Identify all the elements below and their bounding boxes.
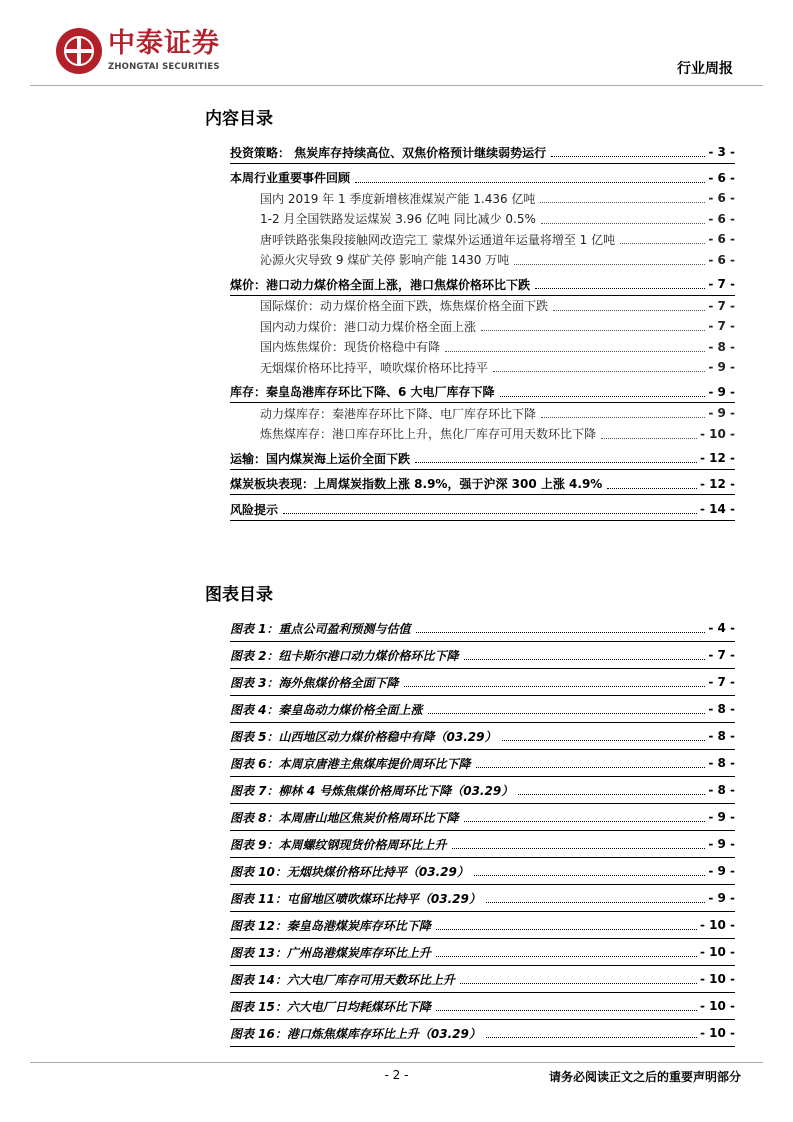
dot-leader [518, 793, 705, 795]
logo-chinese-name: 中泰证券 [108, 28, 220, 59]
toc-section-entry-page: - 6 - [708, 170, 735, 185]
report-type-label: 行业周报 [677, 61, 733, 77]
dot-leader [620, 242, 705, 244]
dot-leader [436, 955, 697, 957]
dot-leader [486, 901, 705, 903]
toc-subsection-entry-text: 国际煤价：动力煤价格全面下跌，炼焦煤价格全面下跌 [260, 299, 549, 314]
toc-subsection-entry-page: - 7 - [708, 319, 735, 334]
figure-entry-page: - 10 - [699, 1026, 735, 1040]
company-logo [56, 28, 234, 78]
dot-leader [535, 287, 705, 289]
toc-section-entry[interactable] [230, 274, 735, 296]
toc-section-entry-text: 投资策略： 焦炭库存持续高位、双焦价格预计继续弱势运行 [230, 145, 547, 160]
dot-leader [493, 370, 705, 372]
toc-section-entry-text: 煤炭板块表现：上周煤炭指数上涨 8.9%，强于沪深 300 上涨 4.9% [230, 477, 603, 492]
figure-entry-text: 图表 11：屯留地区喷吹煤环比持平（03.29） [230, 891, 481, 906]
figure-entry-page: - 4 - [708, 621, 735, 635]
figure-entry-text: 图表 5：山西地区动力煤价格稳中有降（03.29） [230, 729, 497, 744]
toc-subsection-entry[interactable] [230, 424, 735, 445]
figure-entry-page: - 10 - [699, 945, 735, 959]
figure-entry[interactable] [230, 885, 735, 912]
figure-entry-page: - 9 - [708, 810, 735, 824]
figure-entry-text: 图表 7：柳林 4 号炼焦煤价格周环比下降（03.29） [230, 783, 514, 798]
figure-entry-text: 图表 4：秦皇岛动力煤价格全面上涨 [230, 702, 423, 717]
toc-section-entry[interactable] [230, 168, 735, 189]
toc-subsection-entry[interactable] [230, 209, 735, 230]
dot-leader [428, 712, 706, 714]
toc-subsection-entry-page: - 9 - [708, 406, 735, 421]
toc-subsection-entry[interactable] [230, 188, 735, 209]
toc-subsection-entry[interactable] [230, 337, 735, 358]
figure-entry-text: 图表 8：本周唐山地区焦炭价格周环比下降 [230, 810, 459, 825]
figure-entry-text: 图表 12：秦皇岛港煤炭库存环比下降 [230, 918, 431, 933]
toc-subsection-entry-text: 动力煤库存：秦港库存环比下降、电厂库存环比下降 [260, 406, 537, 421]
figure-entry-text: 图表 13：广州岛港煤炭库存环比上升 [230, 945, 431, 960]
toc-subsection-entry[interactable] [230, 250, 735, 271]
toc-section-entry[interactable] [230, 142, 735, 164]
toc-subsection-entry-text: 沁源火灾导致 9 煤矿关停 影响产能 1430 万吨 [260, 253, 510, 268]
figure-entry[interactable] [230, 723, 735, 750]
logo-english-name: ZHONGTAI SECURITIES [108, 62, 220, 72]
figure-list [230, 615, 735, 1047]
figure-entry-page: - 10 - [699, 918, 735, 932]
figure-list-title: 图表目录 [205, 585, 273, 605]
toc-subsection-entry-page: - 6 - [708, 232, 735, 247]
toc-section-entry-text: 库存：秦皇岛港库存环比下降、6 大电厂库存下降 [230, 385, 495, 400]
toc-section-entry-page: - 7 - [708, 277, 735, 292]
dot-leader [415, 461, 697, 463]
toc-subsection-entry-text: 炼焦煤库存：港口库存环比上升，焦化厂库存可用天数环比下降 [260, 427, 597, 442]
toc-section-entry-text: 运输：国内煤炭海上运价全面下跌 [230, 451, 411, 466]
figure-entry-page: - 8 - [708, 756, 735, 770]
figure-entry-page: - 8 - [708, 729, 735, 743]
toc-subsection-entry[interactable] [230, 316, 735, 337]
figure-entry[interactable] [230, 858, 735, 885]
footer-disclaimer: 请务必阅读正文之后的重要声明部分 [548, 1070, 741, 1084]
toc-subsection-entry-page: - 7 - [708, 298, 735, 313]
figure-entry[interactable] [230, 615, 735, 642]
figure-entry[interactable] [230, 696, 735, 723]
dot-leader [436, 928, 697, 930]
toc-section-entry-page: - 9 - [708, 384, 735, 399]
figure-entry[interactable] [230, 669, 735, 696]
figure-entry-page: - 7 - [708, 675, 735, 689]
figure-entry-text: 图表 1：重点公司盈利预测与估值 [230, 621, 411, 636]
figure-entry-text: 图表 15：六大电厂日均耗煤环比下降 [230, 999, 431, 1014]
toc-subsection-entry-page: - 8 - [708, 339, 735, 354]
figure-entry-text: 图表 9：本周螺纹钢现货价格周环比上升 [230, 837, 447, 852]
figure-entry[interactable] [230, 912, 735, 939]
toc-subsection-entry[interactable] [230, 229, 735, 250]
figure-entry[interactable] [230, 804, 735, 831]
dot-leader [445, 350, 705, 352]
dot-leader [540, 201, 705, 203]
toc-section-entry-page: - 3 - [708, 145, 735, 160]
dot-leader [486, 1036, 697, 1038]
figure-entry-text: 图表 10：无烟块煤价格环比持平（03.29） [230, 864, 469, 879]
figure-entry[interactable] [230, 642, 735, 669]
dot-leader [607, 487, 697, 489]
toc-section-entry-text: 本周行业重要事件回顾 [230, 171, 351, 186]
dot-leader [464, 658, 706, 660]
dot-leader [551, 155, 705, 157]
toc-subsection-entry[interactable] [230, 357, 735, 378]
dot-leader [283, 512, 697, 514]
table-of-contents [230, 142, 735, 521]
figure-entry[interactable] [230, 966, 735, 993]
figure-entry-page: - 10 - [699, 972, 735, 986]
dot-leader [476, 766, 706, 768]
figure-entry-text: 图表 14：六大电厂库存可用天数环比上升 [230, 972, 455, 987]
figure-entry[interactable] [230, 993, 735, 1020]
toc-section-entry-page: - 14 - [699, 502, 735, 517]
toc-title: 内容目录 [205, 109, 273, 129]
toc-section-entry[interactable] [230, 499, 735, 521]
toc-section-entry-text: 煤价：港口动力煤价格全面上涨，港口焦煤价格环比下跌 [230, 277, 531, 292]
figure-entry-page: - 9 - [708, 837, 735, 851]
header-divider [30, 85, 763, 86]
dot-leader [541, 416, 705, 418]
dot-leader [500, 395, 706, 397]
figure-entry-text: 图表 2：纽卡斯尔港口动力煤价格环比下降 [230, 648, 459, 663]
figure-entry-text: 图表 6：本周京唐港主焦煤库提价周环比下降 [230, 756, 471, 771]
dot-leader [355, 181, 705, 183]
toc-subsection-entry-page: - 6 - [708, 252, 735, 267]
toc-subsection-entry-page: - 6 - [708, 191, 735, 206]
toc-section-entry-text: 风险提示 [230, 502, 279, 517]
dot-leader [436, 1009, 697, 1011]
toc-section-entry-page: - 12 - [699, 476, 735, 491]
dot-leader [541, 222, 705, 224]
toc-section-entry-page: - 12 - [699, 451, 735, 466]
figure-entry-page: - 10 - [699, 999, 735, 1013]
figure-entry-page: - 7 - [708, 648, 735, 662]
page-number: - 2 - [384, 1068, 409, 1082]
logo-mark-icon [56, 28, 102, 74]
footer-divider [30, 1062, 763, 1063]
toc-subsection-entry[interactable] [230, 296, 735, 317]
figure-entry[interactable] [230, 777, 735, 804]
toc-subsection-entry-text: 国内 2019 年 1 季度新增核准煤炭产能 1.436 亿吨 [260, 191, 536, 206]
dot-leader [460, 982, 697, 984]
figure-entry[interactable] [230, 939, 735, 966]
figure-entry-text: 图表 3：海外焦煤价格全面下降 [230, 675, 399, 690]
figure-entry[interactable] [230, 750, 735, 777]
figure-entry-page: - 8 - [708, 783, 735, 797]
toc-subsection-entry-text: 国内炼焦煤价：现货价格稳中有降 [260, 340, 441, 355]
dot-leader [474, 874, 705, 876]
toc-subsection-entry-text: 1-2 月全国铁路发运煤炭 3.96 亿吨 同比减少 0.5% [260, 212, 536, 227]
figure-entry-page: - 9 - [708, 864, 735, 878]
figure-entry[interactable] [230, 831, 735, 858]
figure-entry-text: 图表 16：港口炼焦煤库存环比上升（03.29） [230, 1026, 481, 1041]
dot-leader [553, 309, 705, 311]
toc-subsection-entry-text: 唐呼铁路张集段接触网改造完工 蒙煤外运通道年运量将增至 1 亿吨 [260, 232, 616, 247]
dot-leader [416, 631, 706, 633]
figure-entry[interactable] [230, 1020, 735, 1047]
toc-subsection-entry-text: 无烟煤价格环比持平，喷吹煤价格环比持平 [260, 360, 489, 375]
toc-subsection-entry-page: - 9 - [708, 360, 735, 375]
dot-leader [601, 437, 697, 439]
toc-subsection-entry[interactable] [230, 403, 735, 424]
dot-leader [514, 263, 705, 265]
dot-leader [404, 685, 706, 687]
dot-leader [464, 820, 706, 822]
toc-section-entry[interactable] [230, 448, 735, 470]
toc-subsection-entry-text: 国内动力煤价：港口动力煤价格全面上涨 [260, 319, 477, 334]
dot-leader [481, 329, 705, 331]
toc-section-entry[interactable] [230, 382, 735, 404]
page-header [0, 0, 793, 90]
toc-subsection-entry-page: - 6 - [708, 211, 735, 226]
dot-leader [452, 847, 706, 849]
figure-entry-page: - 8 - [708, 702, 735, 716]
dot-leader [502, 739, 706, 741]
toc-subsection-entry-page: - 10 - [699, 426, 735, 441]
toc-section-entry[interactable] [230, 474, 735, 496]
figure-entry-page: - 9 - [708, 891, 735, 905]
